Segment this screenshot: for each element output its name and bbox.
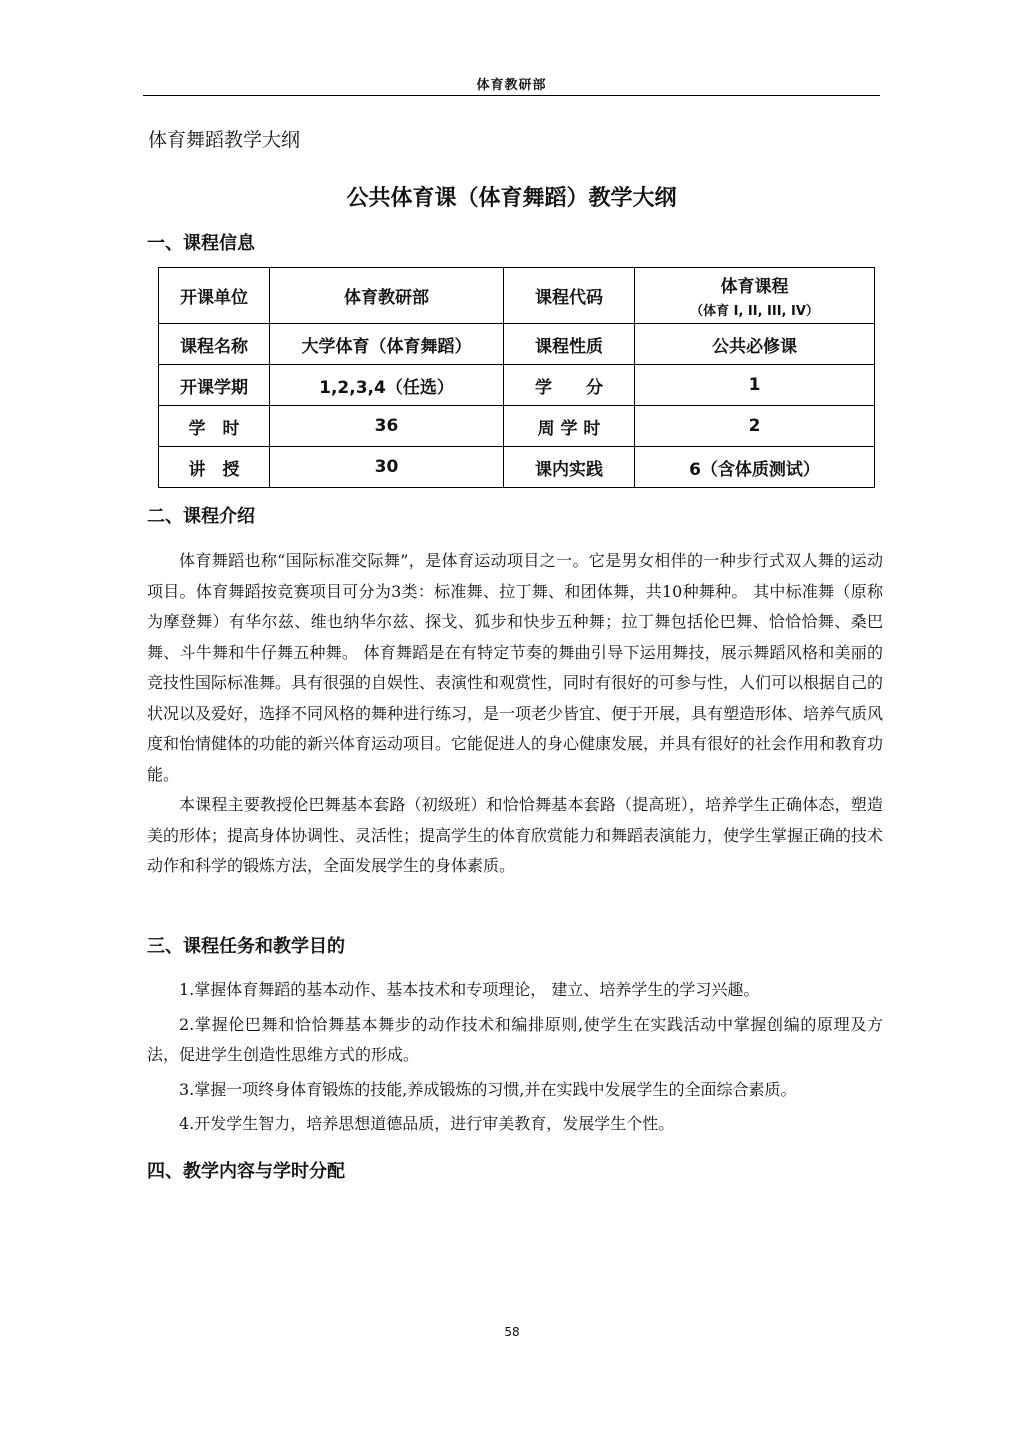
section-heading-content-hours: 四、教学内容与学时分配 — [147, 1161, 345, 1182]
course-code-value: 体育课程 — [720, 277, 789, 297]
table-cell: 大学体育（体育舞蹈） — [270, 324, 504, 365]
list-item: 3.掌握一项终身体育锻炼的技能,养成锻炼的习惯,并在实践中发展学生的全面综合素质。 — [179, 1079, 797, 1099]
table-cell — [635, 268, 875, 324]
table-row — [159, 268, 875, 324]
course-goals-list — [147, 975, 883, 1144]
table-cell: 30 — [270, 447, 504, 488]
paragraph: 本课程主要教授伦巴舞基本套路（初级班）和恰恰舞基本套路（提高班），培养学生正确体态，塑造美的形体；提高身体协调性、灵活性；提高学生的体育欣赏能力和舞蹈表演能力，使学生掌握正确的技术动作和科学的锻炼方法，全面发展学生的身体素质。 — [147, 795, 884, 875]
table-row — [159, 324, 875, 365]
header-rule — [143, 95, 880, 96]
document-title: 公共体育课（体育舞蹈）教学大纲 — [346, 186, 677, 211]
section-heading-course-goals: 三、课程任务和教学目的 — [147, 936, 345, 957]
table-cell: 课程性质 — [504, 324, 635, 365]
list-item: 2.掌握伦巴舞和恰恰舞基本舞步的动作技术和编排原则,使学生在实践活动中掌握创编的原理及方法，促进学生创造性思维方式的形成。 — [147, 1014, 883, 1064]
table-row — [159, 365, 875, 406]
section-heading-course-intro: 二、课程介绍 — [147, 506, 255, 527]
course-code-note: （体育 I, II, III, IV） — [690, 304, 819, 319]
list-item: 1.掌握体育舞蹈的基本动作、基本技术和专项理论， 建立、培养学生的学习兴趣。 — [179, 980, 760, 999]
table-row — [159, 406, 875, 447]
course-info-table — [158, 267, 875, 488]
table-cell: 讲 授 — [159, 447, 270, 488]
table-cell: 学 分 — [504, 365, 635, 406]
table-cell: 公共必修课 — [635, 324, 875, 365]
table-cell: 1,2,3,4（任选） — [270, 365, 504, 406]
table-cell: 开课学期 — [159, 365, 270, 406]
course-intro-body — [147, 546, 883, 882]
table-cell: 课内实践 — [504, 447, 635, 488]
table-cell: 课程名称 — [159, 324, 270, 365]
list-item: 4.开发学生智力，培养思想道德品质，进行审美教育，发展学生个性。 — [179, 1114, 675, 1133]
table-cell: 36 — [270, 406, 504, 447]
table-row — [159, 447, 875, 488]
table-cell: 体育教研部 — [270, 268, 504, 324]
paragraph: 体育舞蹈也称“国际标准交际舞”，是体育运动项目之一。它是男女相伴的一种步行式双人舞的运动项目。体育舞蹈按竞赛项目可分为3类：标准舞、拉丁舞、和团体舞，共10种舞种。 其中标准舞（原称为摩登舞）有华尔兹、维也纳华尔兹、探戈、狐步和快步五种舞；拉丁舞包括伦巴舞、恰恰恰舞、桑巴舞、斗牛舞和牛仔舞五种舞。 体育舞蹈是在有特定节奏的舞曲引导下运用舞技，展示舞蹈风格和美丽的竞技性国际标准舞。具有很强的自娱性、表演性和观赏性，同时有很好的可参与性，人们可以根据自己的状况以及爱好，选择不同风格的舞种进行练习，是一项老少皆宜、便于开展，具有塑造形体、培养气质风度和怡情健体的功能的新兴体育运动项目。它能促进人的身心健康发展，并具有很好的社会作用和教育功能。 — [147, 551, 884, 784]
running-header: 体育教研部 — [476, 78, 547, 93]
table-cell: 1 — [635, 365, 875, 406]
page-number: 58 — [504, 1325, 520, 1339]
table-cell: 课程代码 — [504, 268, 635, 324]
table-cell: 学 时 — [159, 406, 270, 447]
table-cell: 2 — [635, 406, 875, 447]
table-cell: 开课单位 — [159, 268, 270, 324]
document-subtitle: 体育舞蹈教学大纲 — [148, 129, 301, 151]
section-heading-course-info: 一、课程信息 — [147, 233, 255, 254]
table-cell: 周 学 时 — [504, 406, 635, 447]
table-cell: 6（含体质测试） — [635, 447, 875, 488]
